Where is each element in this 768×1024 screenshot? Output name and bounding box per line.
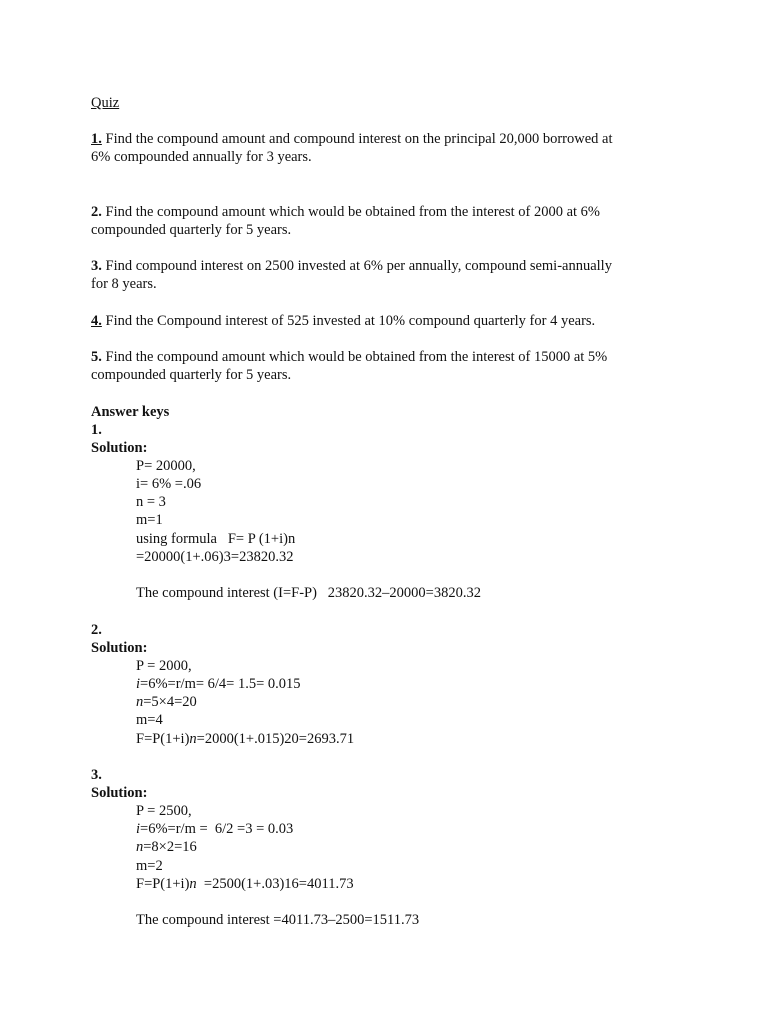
answer-3-formula-var-n: n — [189, 876, 197, 892]
question-3-text-line-2: for 8 years. — [91, 276, 157, 292]
question-5-number: 5. — [91, 349, 102, 365]
question-1-number: 1. — [91, 131, 102, 147]
question-5-text-line-2: compounded quarterly for 5 years. — [91, 367, 292, 383]
answer-1-line-3: n = 3 — [136, 494, 166, 510]
answer-2-solution-label: Solution: — [91, 640, 148, 656]
question-4 — [91, 312, 595, 330]
answer-2-formula-result: =2000(1+.015)20=2693.71 — [196, 731, 355, 747]
quiz-title: Quiz — [91, 95, 120, 111]
answer-2-line-5 — [136, 730, 354, 748]
answer-1-line-7: The compound interest (I=F-P) 23820.32–20000=3820.32 — [136, 585, 481, 601]
answer-3-line-4: m=2 — [136, 858, 163, 874]
answer-1-solution-label: Solution: — [91, 440, 148, 456]
question-5 — [91, 348, 607, 366]
answer-3-formula-prefix: F=P(1+i) — [136, 876, 190, 892]
answer-1-number: 1. — [91, 422, 102, 438]
question-2-text-line-1: Find the compound amount which would be obtained from the interest of 2000 at 6% — [101, 204, 601, 220]
answer-2-line-1: P = 2000, — [136, 658, 192, 674]
answer-3-rate-text: =6%=r/m = 6/2 =3 = 0.03 — [140, 821, 294, 837]
answer-3-periods-text: =8×2=16 — [143, 839, 197, 855]
answer-2-var-i: i — [136, 676, 141, 692]
question-5-text-line-1: Find the compound amount which would be obtained from the interest of 15000 at 5% — [101, 349, 608, 365]
answer-1-line-5: using formula F= P (1+i)n — [136, 531, 296, 547]
answer-3-line-5 — [136, 875, 354, 893]
answer-2-number: 2. — [91, 622, 102, 638]
answer-keys-heading: Answer keys — [91, 404, 170, 420]
question-4-text-line-1: Find the Compound interest of 525 invested at 10% compound quarterly for 4 years. — [101, 313, 596, 329]
answer-2-formula-var-n: n — [189, 731, 197, 747]
question-1-text-line-2: 6% compounded annually for 3 years. — [91, 149, 312, 165]
answer-3-var-n: n — [136, 839, 144, 855]
question-2-number: 2. — [91, 204, 102, 220]
question-3-number: 3. — [91, 258, 102, 274]
answer-3-formula-result: =2500(1+.03)16=4011.73 — [196, 876, 354, 892]
answer-1-line-2: i= 6% =.06 — [136, 476, 202, 492]
question-2-text-line-2: compounded quarterly for 5 years. — [91, 222, 292, 238]
answer-1-line-4: m=1 — [136, 512, 163, 528]
answer-3-var-i: i — [136, 821, 141, 837]
answer-3-number: 3. — [91, 767, 102, 783]
answer-3-line-2 — [136, 820, 293, 838]
answer-2-line-2 — [136, 675, 301, 693]
answer-2-periods-text: =5×4=20 — [143, 694, 197, 710]
question-4-number: 4. — [91, 313, 102, 329]
answer-3-solution-label: Solution: — [91, 785, 148, 801]
question-3-text-line-1: Find compound interest on 2500 invested at 6% per annually, compound semi-annually — [101, 258, 612, 274]
answer-3-line-6: The compound interest =4011.73–2500=1511.73 — [136, 912, 420, 928]
answer-3-line-3 — [136, 838, 197, 856]
question-2 — [91, 203, 600, 221]
answer-2-line-3 — [136, 693, 197, 711]
answer-2-var-n: n — [136, 694, 144, 710]
answer-2-formula-prefix: F=P(1+i) — [136, 731, 190, 747]
answer-1-line-6: =20000(1+.06)3=23820.32 — [136, 549, 294, 565]
answer-3-line-1: P = 2500, — [136, 803, 192, 819]
question-1 — [91, 130, 613, 148]
answer-2-line-4: m=4 — [136, 712, 163, 728]
answer-1-line-1: P= 20000, — [136, 458, 196, 474]
question-3 — [91, 257, 612, 275]
question-1-text-line-1: Find the compound amount and compound interest on the principal 20,000 borrowed at — [101, 131, 613, 147]
answer-2-rate-text: =6%=r/m= 6/4= 1.5= 0.015 — [140, 676, 301, 692]
